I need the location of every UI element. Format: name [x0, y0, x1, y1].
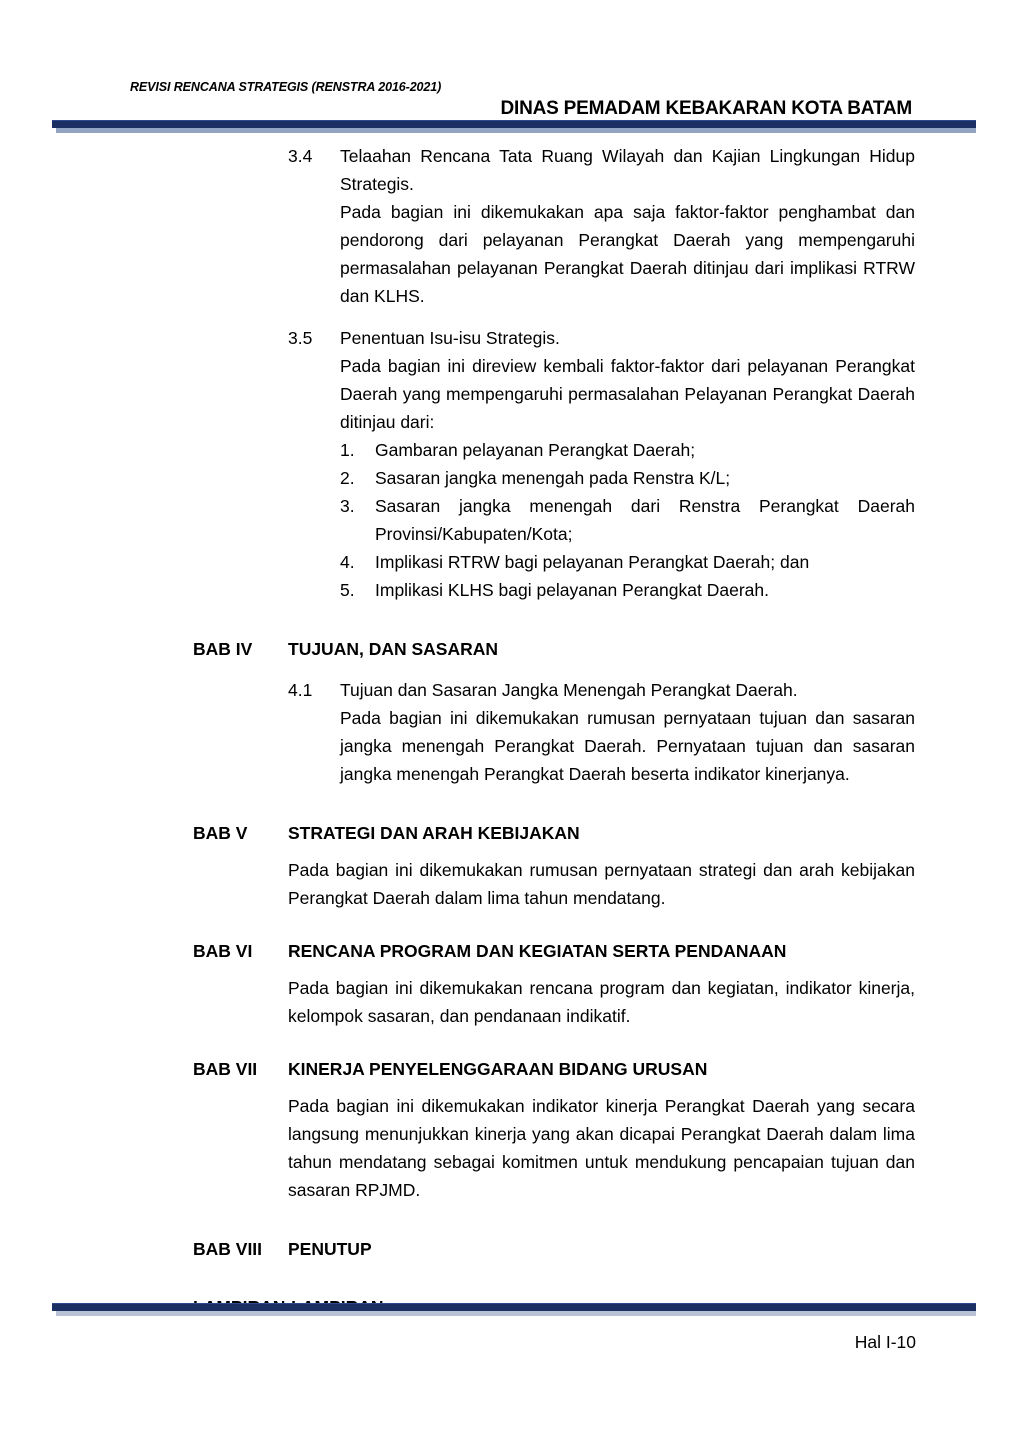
spacer: [0, 310, 1024, 324]
header-right-title: DINAS PEMADAM KEBAKARAN KOTA BATAM: [500, 98, 912, 119]
document-body: [0, 142, 1024, 1320]
section-3-4: [0, 142, 1024, 310]
chapter-bab-8-label: BAB VIII: [193, 1239, 263, 1259]
chapter-bab-4-label: BAB IV: [193, 639, 253, 659]
chapter-bab-7: [0, 1056, 1024, 1082]
spacer: [0, 912, 1024, 938]
section-4-1: [0, 676, 1024, 788]
chapter-bab-5-title: STRATEGI DAN ARAH KEBIJAKAN: [288, 823, 580, 843]
section-3-5-number: 3.5: [288, 328, 313, 348]
list-item-text: Implikasi KLHS bagi pelayanan Perangkat Daerah.: [375, 580, 769, 600]
chapter-bab-7-body: Pada bagian ini dikemukakan indikator kinerja Perangkat Daerah yang secara langsung menunjukkan kinerja yang akan dicapai Perangkat Daerah dalam lima tahun mendatang sebagai komitmen untuk mendukung pencapaian tujuan dan sasaran RPJMD.: [288, 1096, 915, 1200]
header-rule-light-bar: [56, 128, 976, 133]
chapter-bab-7-label: BAB VII: [193, 1059, 258, 1079]
chapter-bab-6: [0, 938, 1024, 964]
list-item: [0, 464, 1024, 492]
section-3-5-title: Penentuan Isu-isu Strategis.: [340, 328, 560, 348]
list-item-text: Sasaran jangka menengah dari Renstra Perangkat Daerah Provinsi/Kabupaten/Kota;: [375, 496, 915, 544]
page-number: Hal I-10: [854, 1332, 916, 1352]
list-item-number: 1.: [340, 440, 355, 460]
chapter-bab-6-title: RENCANA PROGRAM DAN KEGIATAN SERTA PENDANAAN: [288, 941, 787, 961]
footer-rule-dark-bar: [52, 1303, 976, 1311]
chapter-bab-6-label: BAB VI: [193, 941, 253, 961]
section-4-1-number: 4.1: [288, 680, 313, 700]
section-4-1-title: Tujuan dan Sasaran Jangka Menengah Perangkat Daerah.: [340, 680, 798, 700]
header-rule-dark-bar: [52, 120, 976, 128]
list-item-number: 4.: [340, 552, 355, 572]
list-item: [0, 548, 1024, 576]
section-3-5-list: [0, 436, 1024, 604]
header-left-title: REVISI RENCANA STRATEGIS (RENSTRA 2016-2021): [130, 80, 442, 94]
chapter-bab-8: [0, 1236, 1024, 1262]
list-item-number: 3.: [340, 496, 355, 516]
spacer: [0, 1204, 1024, 1236]
spacer: [0, 1082, 1024, 1092]
spacer: [0, 846, 1024, 856]
list-item: [0, 436, 1024, 464]
chapter-bab-8-title: PENUTUP: [288, 1239, 372, 1259]
page-header: [52, 72, 976, 134]
spacer: [0, 1262, 1024, 1294]
list-item-number: 5.: [340, 580, 355, 600]
section-3-5-body: Pada bagian ini direview kembali faktor-faktor dari pelayanan Perangkat Daerah yang mempengaruhi permasalahan Pelayanan Perangkat Daerah ditinjau dari:: [340, 356, 915, 432]
chapter-bab-5-body: Pada bagian ini dikemukakan rumusan pernyataan strategi dan arah kebijakan Perangkat Daerah dalam lima tahun mendatang.: [288, 860, 915, 908]
header-divider-rule: [52, 120, 976, 133]
spacer: [0, 1030, 1024, 1056]
spacer: [0, 964, 1024, 974]
section-3-4-title: Telaahan Rencana Tata Ruang Wilayah dan Kajian Lingkungan Hidup Strategis.: [340, 146, 915, 194]
footer-rule-light-bar: [56, 1311, 976, 1316]
list-item-number: 2.: [340, 468, 355, 488]
chapter-bab-7-title: KINERJA PENYELENGGARAAN BIDANG URUSAN: [288, 1059, 708, 1079]
spacer: [0, 604, 1024, 636]
footer-divider-rule: [52, 1303, 976, 1316]
list-item: [0, 576, 1024, 604]
chapter-bab-6-body: Pada bagian ini dikemukakan rencana program dan kegiatan, indikator kinerja, kelompok sasaran, dan pendanaan indikatif.: [288, 978, 915, 1026]
chapter-bab-5: [0, 820, 1024, 846]
section-3-4-body: Pada bagian ini dikemukakan apa saja faktor-faktor penghambat dan pendorong dari pelayanan Perangkat Daerah yang mempengaruhi permasalahan pelayanan Perangkat Daerah ditinjau dari implikasi RTRW dan KLHS.: [340, 202, 915, 306]
spacer: [0, 788, 1024, 820]
list-item-text: Implikasi RTRW bagi pelayanan Perangkat Daerah; dan: [375, 552, 810, 572]
section-4-1-body: Pada bagian ini dikemukakan rumusan pernyataan tujuan dan sasaran jangka menengah Perangkat Daerah. Pernyataan tujuan dan sasaran jangka menengah Perangkat Daerah beserta indikator kinerjanya.: [340, 708, 915, 784]
chapter-bab-4-title: TUJUAN, DAN SASARAN: [288, 639, 499, 659]
chapter-bab-5-label: BAB V: [193, 823, 248, 843]
section-3-4-number: 3.4: [288, 146, 313, 166]
list-item: [0, 492, 1024, 548]
list-item-text: Gambaran pelayanan Perangkat Daerah;: [375, 440, 696, 460]
list-item-text: Sasaran jangka menengah pada Renstra K/L;: [375, 468, 731, 488]
spacer: [0, 662, 1024, 676]
section-3-5: [0, 324, 1024, 436]
page-footer: [52, 1303, 976, 1354]
chapter-bab-4: [0, 636, 1024, 662]
